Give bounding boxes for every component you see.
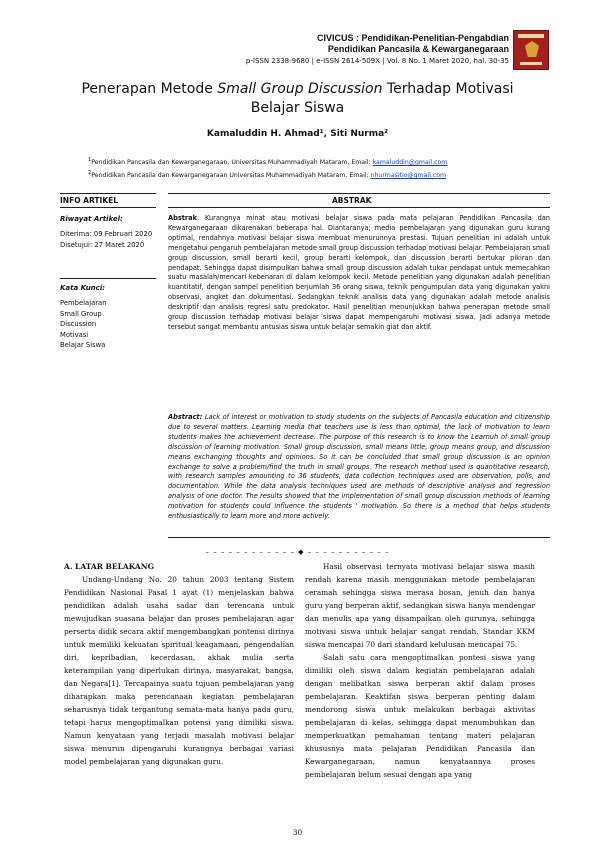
- abstract-rule-bottom: [168, 207, 550, 208]
- journal-header: [246, 33, 509, 66]
- history-label: Riwayat Artikel:: [60, 215, 123, 223]
- body-right-column: [305, 560, 535, 781]
- info-divider: [60, 278, 156, 279]
- info-heading: INFO ARTIKEL: [60, 196, 119, 205]
- keyword: Motivasi: [60, 330, 89, 339]
- keyword: Belajar Siswa: [60, 341, 106, 349]
- body-left-column: [64, 560, 294, 768]
- abstract-indonesian: Abstrak: Kurangnya minat atau motivasi belajar siswa pada mata pelajaran Pendidikan Pancasila dan Kewarganegaraan dikarenakan beberapa hal. Diantaranya; media pembelajaran yang digunakan guru kurang optimal, rendahnya motivasi belajar siswa membuat menurunnya prestasi. Tujuan penelitian ini adalah untuk mengetahui pengaruh pembelajaran metode small group discussion terhadap motivasi belajar. Pembelajaran small group discussion, small berarti kecil, group berarti kelompok, dan discussion berarti bertukar pikiran dan pendapat. Sehingga dapat disimpulkan bahwa small group discussion adalah tukar pendapat untuk memecahkan suatu masalah/mencari kebenaran di dalam kelompok kecil. Metode penelitian yang digunakan adalah penelitian kuantitatif, dengan sampel penelitian berjumlah 36 orang siswa, teknik pengumpulan data yang digunakan yakni observasi, angket dan dokumentasi. Sedangkan teknik analisis data yang digunakan adalah metode analisis deskriptif dan analisis regresi satu predokator. Hasil penelitian menunjukkan bahwa penerapan metode small group discussion terhadap motivasi belajar siswa dapat mempengaruhi motivasi siswa. Jadi adanya metode tersebut sangat membantu antusias siswa untuk belajar semakin giat dan aktif.: [168, 214, 550, 331]
- keyword: Small Group: [60, 309, 102, 318]
- journal-subtitle: Pendidikan Pancasila & Kewarganegaraan: [327, 44, 509, 54]
- received-date: Diterima: 09 Februari 2020: [60, 230, 153, 238]
- accepted-date: Disetujui: 27 Maret 2020: [60, 240, 145, 249]
- abstract-rule-end: [168, 537, 550, 538]
- article-history: [60, 214, 156, 250]
- email-link-1[interactable]: kamaluddin@gmail.com: [372, 159, 448, 167]
- page-number: 30: [292, 828, 303, 837]
- paragraph: Salah satu cara mengoptimalkan pontesi siswa yang dimiliki oleh siswa dalam kegiatan pembelajaran adalah dengan melibatkan siswa berperan aktif dalam proses pembelajaran. Keaktifan siswa berperan penting dalam mendorong siswa untuk melakukan berbagai aktivitas pembelajaran di kelas, sehingga dapat menumbuhkan dan memperkuatkan pemahaman tentang materi pelajaran khususnya mata pelajaran Pendidikan Pancasila dan Kewarganegaraan, namun kenyataannya proses pembelajaran belum sesuai dengan apa yang: [305, 653, 535, 779]
- email-link-2[interactable]: nhurmasitio@gmail.com: [370, 172, 447, 180]
- authors: Kamaluddin H. Ahmad¹, Siti Nurma²: [206, 129, 389, 139]
- affiliation-1: $^1$Pendidikan Pancasila dan Kewarganegaraan, Universitas Muhammadiyah Mataram, Email: kamaluddin@gmail.com: [88, 157, 448, 167]
- abstract-rule-top: [168, 193, 550, 194]
- affiliations: [88, 155, 555, 181]
- keyword: Pembelajaran: [60, 299, 107, 307]
- affiliation-2: $^2$Pendidikan Pancasila dan Kewarganegaraan Universitas Muhammadiyah Mataram, Email: nhurmasitio@gmail.com: [88, 170, 447, 180]
- garuda-emblem-icon: [525, 41, 539, 57]
- journal-cover-image: [513, 30, 549, 70]
- paragraph: Undang-Undang No. 20 tahun 2003 tentang Sistem Pendidikan Nasional Pasal 1 ayat (1) menjelaskan bahwa pendidikan adalah usaha sadar dan terencana untuk mewujudkan suasana belajar dan proses pembelajaran agar perserta didik secara aktif mengembangkan pontensi dirinya untuk memiliki kekuatan spiritual keagamaan, pengendalian diri, kepribadian, kecerdasan, akhak mulia serta keterampilan yang diperlukan dirinya, masyarakat, bangsa, dan Negara[1]. Tercapainya suatu tujuan pembelajaran yang diharapkan maka perencanaan kegiatan pembelajaran seharusnya tidak tergantung semata-mata hanya pada guru, tetapi harus mengoptimalkan potensi yang dimiliki siswa. Namun kenyataan yang terjadi masalah motivasi belajar siswa menurun dipengaruhi kurangnya berbagai variasi model pembelajaran yang digunakan guru.: [64, 575, 294, 766]
- section-heading: A. LATAR BELAKANG: [64, 562, 154, 571]
- section-separator: – – – – – – – – – – – – ◆ – – – – – – – – – – –: [205, 548, 390, 556]
- paper-title: Penerapan Metode Small Group Discussion Terhadap Motivasi Belajar Siswa: [81, 81, 514, 116]
- keyword: Discussion: [60, 320, 97, 328]
- abstract-heading: ABSTRAK: [332, 196, 372, 205]
- keywords: [60, 283, 156, 351]
- paragraph: Hasil observasi ternyata motivasi belajar siswa masih rendah karena masih menggunakan metode pembelajaran ceramah sehingga siswa merasa bosan, jenuh dan hanya guru yang berperan aktif, sedangkan siswa hanya mendengar dan menulis apa yang disampaikan oleh gurunya, sehingga motivasi siswa untuk belajar sangat rendah. Standar KKM siswa mencapai 70 dari standard kelulusan mencapai 75.: [305, 562, 535, 649]
- keywords-label: Kata Kunci:: [60, 284, 106, 292]
- info-rule-bottom: [60, 207, 156, 208]
- journal-name: CIVICUS : Pendidikan-Penelitian-Pengabdian: [316, 33, 509, 43]
- journal-issn: p-ISSN 2338-9680 | e-ISSN 2614-509X | Vol. 8 No. 1 Maret 2020, hal. 30-35: [245, 57, 509, 65]
- info-rule-top: [60, 193, 156, 194]
- abstract-english: Abstract: Lack of interest or motivation to study students on the subjects of Pancasila education and citizenship due to several matters. Learning media that teachers use is less than optimal, the lack of motivation to learn students makes the achievement decrease. The purpose of this research is to know the Learnuh of small group discussion of learning motivation. Small group discussion, small means little, group means group, and discussion means exchanging thoughts and opinions. So it can be concluded that small group discussion is an opinion exchange to solve a problem/find the truth in small groups. The research method used is quantitative research, with research samples amounting to 36 students, data collection techniques used are observation, polls, and documentation. While the data analysis techniques used are methods of descriptive analysis and regression analysis of one doctor. The results showed that the implementation of small group discussion methods of learning motivation for students could influence the students ' motivation. So there is a method that helps students enthusiastically to learn more and more actively.: [168, 413, 550, 521]
